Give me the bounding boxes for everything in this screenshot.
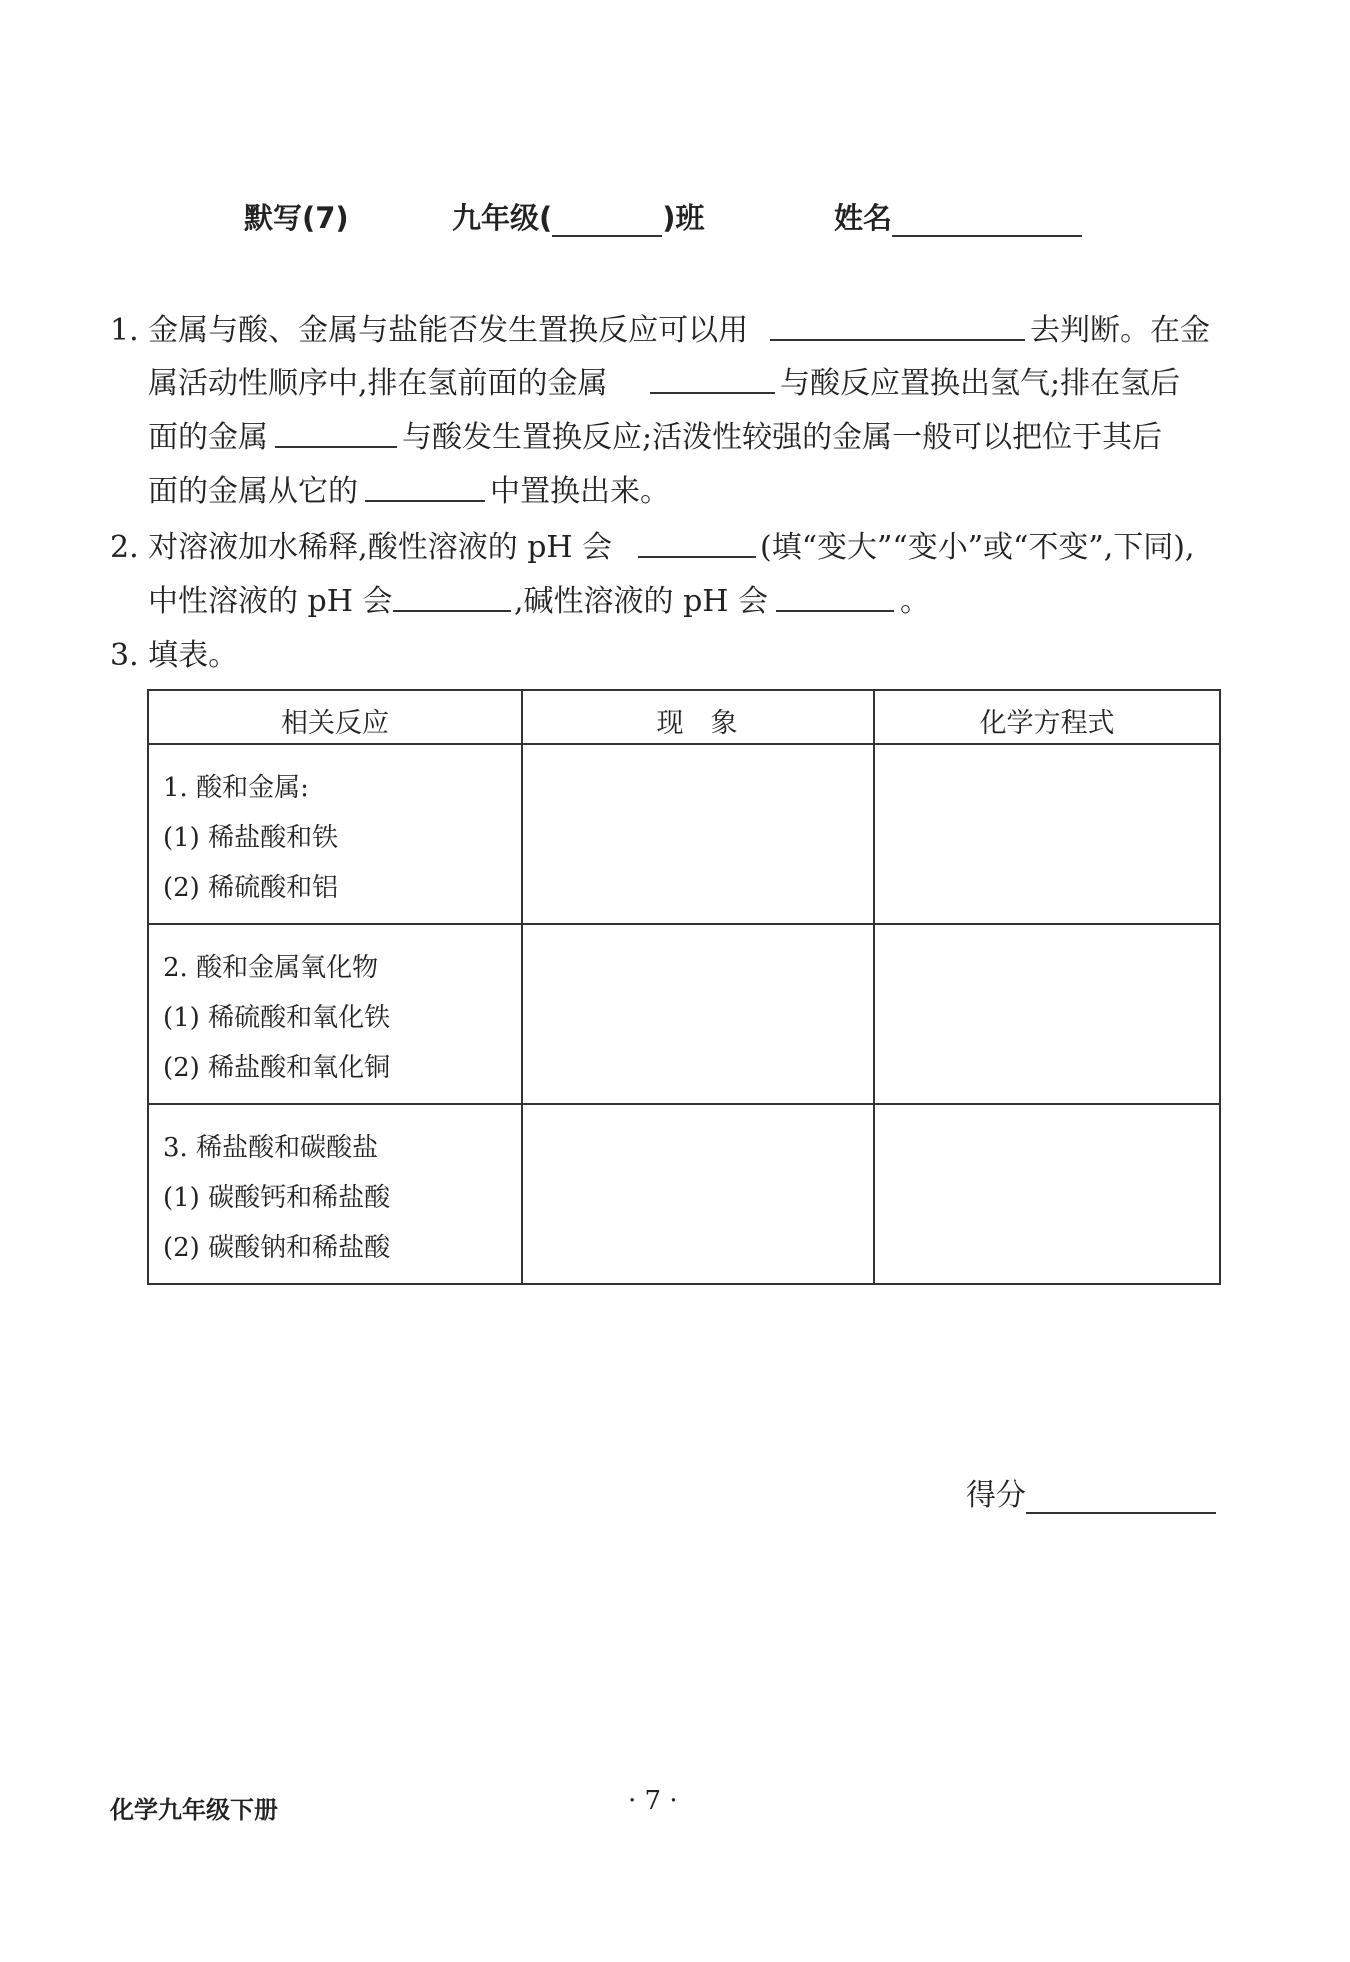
page-number: · 7 ·	[628, 1786, 678, 1816]
row-2-item-1: (1) 稀硫酸和氧化铁	[163, 1003, 391, 1033]
class-blank[interactable]	[552, 205, 662, 237]
q1-blank-4[interactable]	[365, 466, 485, 502]
q1-blank-1[interactable]	[770, 305, 1025, 341]
grade-suffix: )班	[662, 201, 705, 235]
q3-label: 3. 填表。	[110, 638, 239, 673]
worksheet-title: 默写(7)	[244, 201, 349, 235]
footer-book-title: 化学九年级下册	[110, 1796, 278, 1824]
score-field	[966, 1470, 1216, 1514]
q1-text-3b: 与酸发生置换反应;活泼性较强的金属一般可以把位于其后	[402, 420, 1163, 455]
q2-blank-2[interactable]	[393, 576, 511, 612]
table-header-divider	[149, 743, 1219, 745]
table-col-divider-1	[521, 691, 523, 1283]
row-3-item-1: (1) 碳酸钙和稀盐酸	[163, 1183, 391, 1213]
row-1-title: 1. 酸和金属:	[163, 773, 309, 803]
worksheet-header	[0, 196, 1350, 246]
row-3-item-2: (2) 碳酸钠和稀盐酸	[163, 1233, 391, 1263]
row-1-item-1: (1) 稀盐酸和铁	[163, 823, 339, 853]
name-blank[interactable]	[892, 205, 1082, 237]
row-2-item-2: (2) 稀盐酸和氧化铜	[163, 1053, 391, 1083]
score-label: 得分	[966, 1478, 1026, 1513]
q2-text-1b: (填“变大”“变小”或“不变”,下同),	[760, 530, 1195, 565]
q1-blank-3[interactable]	[275, 412, 397, 448]
q3-line	[0, 630, 1350, 673]
q1-text-3a: 面的金属	[148, 420, 268, 455]
class-field	[452, 196, 705, 237]
q1-text-1b: 去判断。在金	[1030, 313, 1210, 348]
q2-line-1	[0, 522, 1350, 565]
name-label: 姓名	[834, 201, 893, 235]
q2-text-1a: 2. 对溶液加水稀释,酸性溶液的 pH 会	[110, 530, 613, 565]
q1-line-1	[0, 305, 1350, 348]
q2-blank-3[interactable]	[776, 576, 894, 612]
table-row-divider-1	[149, 923, 1219, 925]
grade-prefix: 九年级(	[452, 201, 553, 235]
q1-text-1a: 1. 金属与酸、金属与盐能否发生置换反应可以用	[110, 313, 749, 348]
q1-line-4	[0, 466, 1350, 509]
q1-text-4b: 中置换出来。	[490, 474, 670, 509]
q1-line-3	[0, 412, 1350, 455]
q2-text-2b: ,碱性溶液的 pH 会	[514, 584, 768, 619]
row-3-title: 3. 稀盐酸和碳酸盐	[163, 1133, 379, 1163]
q2-line-2	[0, 576, 1350, 619]
q2-blank-1[interactable]	[638, 522, 756, 558]
q1-line-2	[0, 358, 1350, 401]
table-row-divider-2	[149, 1103, 1219, 1105]
row-2-title: 2. 酸和金属氧化物	[163, 953, 379, 983]
table-col-divider-2	[873, 691, 875, 1283]
row-1-item-2: (2) 稀硫酸和铝	[163, 873, 339, 903]
q2-text-2a: 中性溶液的 pH 会	[148, 584, 393, 619]
table-header-phenomenon: 现 象	[656, 708, 738, 739]
table-header-reaction: 相关反应	[281, 708, 389, 739]
reaction-table	[147, 689, 1221, 1285]
score-blank[interactable]	[1026, 1482, 1216, 1514]
q1-text-2a: 属活动性顺序中,排在氢前面的金属	[148, 366, 608, 401]
name-field	[834, 196, 1082, 237]
q1-text-2b: 与酸反应置换出氢气;排在氢后	[780, 366, 1181, 401]
q2-text-2c: 。	[900, 584, 930, 619]
q1-blank-2[interactable]	[650, 358, 775, 394]
q1-text-4a: 面的金属从它的	[148, 474, 358, 509]
table-header-equation: 化学方程式	[979, 708, 1115, 739]
